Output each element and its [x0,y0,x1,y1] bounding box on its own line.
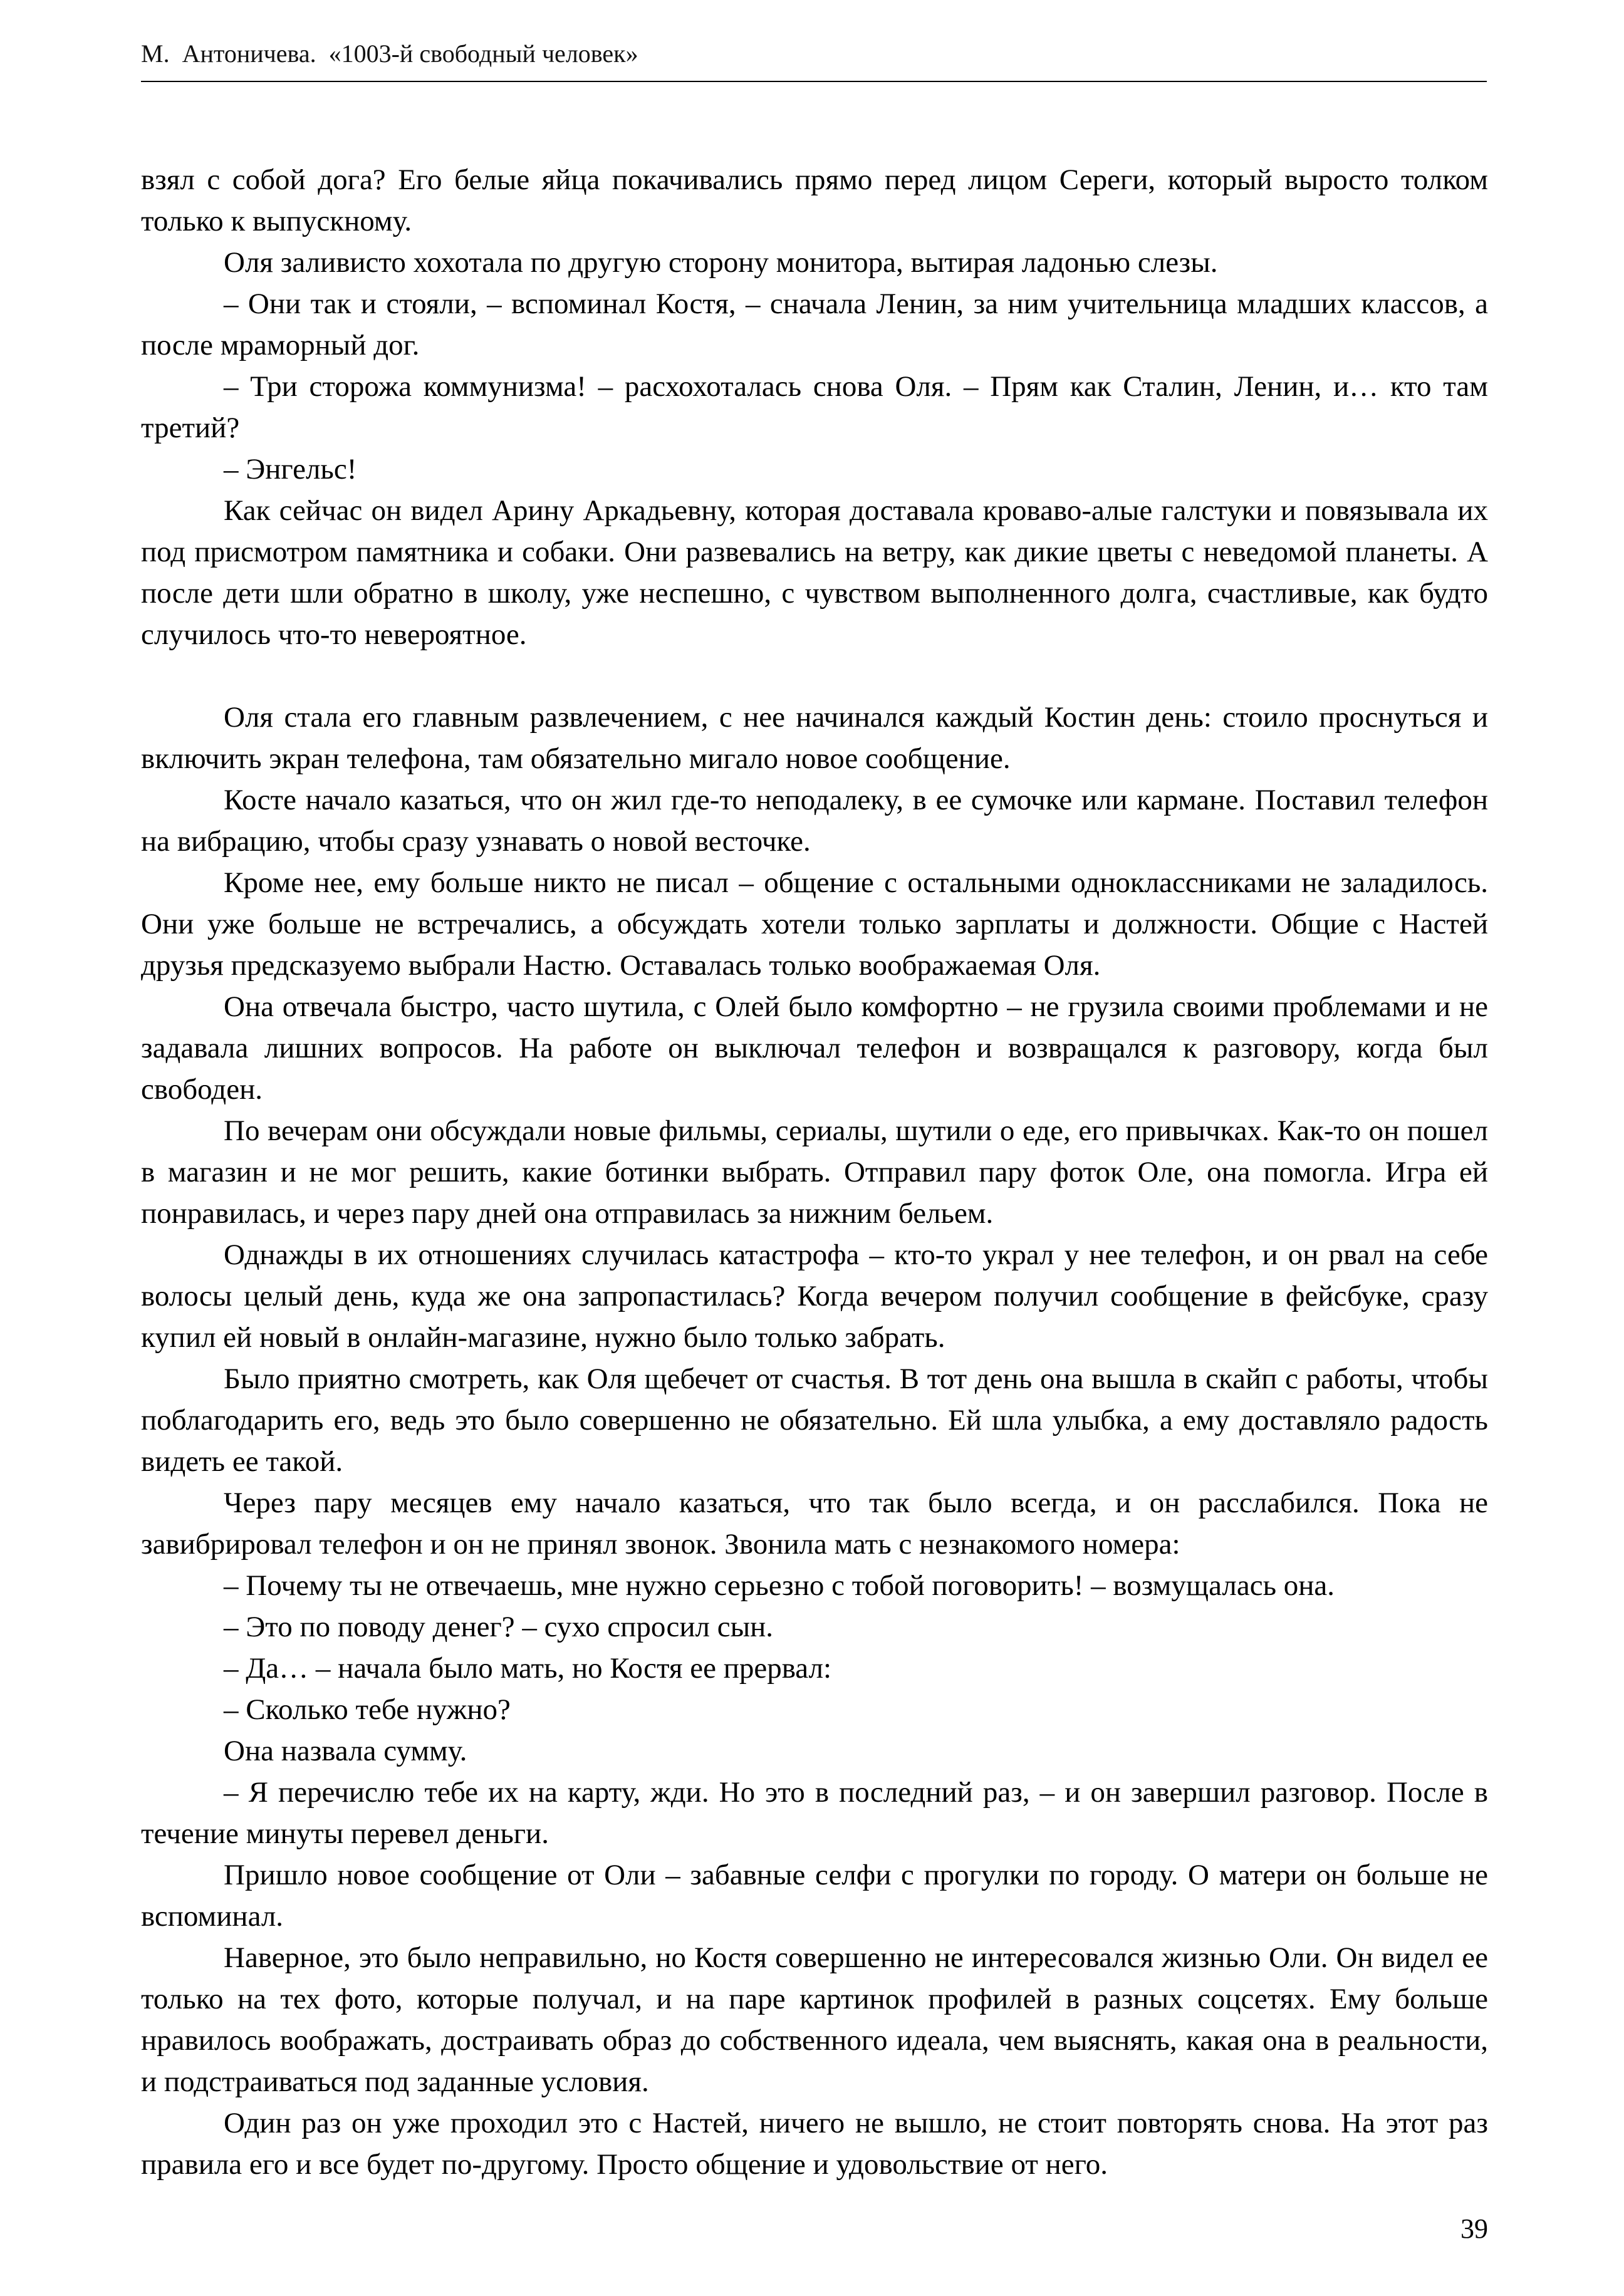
paragraph: Оля стала его главным развлечением, с нее начинался каждый Костин день: стоило проснуться и включить экран телефона, там обязательно мигало новое сообщение. [141,701,1488,775]
paragraph: Кроме нее, ему больше никто не писал – общение с остальными одноклассниками не заладилось. Они уже больше не встречались, а обсуждать хотели только зарплаты и должности. Общие с Настей друзья предсказуемо выбрали Настю. Оставалась только воображаемая Оля. [141,866,1488,982]
dialogue-line: – Почему ты не отвечаешь, мне нужно серьезно с тобой поговорить! – возмущалась она. [224,1569,1335,1602]
paragraph: По вечерам они обсуждали новые фильмы, сериалы, шутили о еде, его привычках. Как-то он пошел в магазин и не мог решить, какие ботинки выбрать. Отправил пару фоток Оле, она помогла. Игра ей понравилась, и через пару дней она отправилась за нижним бельем. [141,1114,1488,1230]
paragraph: Она отвечала быстро, часто шутила, с Олей было комфортно – не грузила своими проблемами и не задавала лишних вопросов. На работе он выключал телефон и возвращался к разговору, когда был свободен. [141,990,1488,1106]
paragraph: Она назвала сумму. [224,1735,467,1767]
paragraph: Один раз он уже проходил это с Настей, ничего не вышло, не стоит повторять снова. На этот раз правила его и все будет по-другому. Просто общение и удовольствие от него. [141,2107,1488,2181]
dialogue-line: – Да… – начала было мать, но Костя ее прервал: [224,1652,832,1685]
header-rule [141,81,1487,82]
paragraph: Косте начало казаться, что он жил где-то неподалеку, в ее сумочке или кармане. Поставил телефон на вибрацию, чтобы сразу узнавать о новой весточке. [141,784,1488,858]
running-header: М. Антоничева. «1003-й свободный человек» [141,39,638,68]
page-number: 39 [1460,2213,1488,2244]
paragraph: Пришло новое сообщение от Оли – забавные селфи с прогулки по городу. О матери он больше не вспоминал. [141,1859,1488,1933]
dialogue-line: – Они так и стояли, – вспоминал Костя, – сначала Ленин, за ним учительница младших классов, а после мраморный дог. [141,288,1488,361]
body-text [141,159,1488,2185]
paragraph: Как сейчас он видел Арину Аркадьевну, которая доставала кроваво-алые галстуки и повязывала их под присмотром памятника и собаки. Они развевались на ветру, как дикие цветы с неведомой планеты. А после дети шли обратно в школу, уже неспешно, с чувством выполненного долга, счастливые, как будто случилось что-то невероятное. [141,494,1488,651]
dialogue-line: – Это по поводу денег? – сухо спросил сын. [224,1611,774,1643]
paragraph: Однажды в их отношениях случилась катастрофа – кто-то украл у нее телефон, и он рвал на себе волосы целый день, куда же она запропастилась? Когда вечером получил сообщение в фейсбуке, сразу купил ей новый в онлайн-магазине, нужно было только забрать. [141,1239,1488,1354]
paragraph: Через пару месяцев ему начало казаться, что так было всегда, и он расслабился. Пока не завибрировал телефон и он не принял звонок. Звонила мать с незнакомого номера: [141,1487,1488,1561]
dialogue-line: – Я перечислю тебе их на карту, жди. Но это в последний раз, – и он завершил разговор. После в течение минуты перевел деньги. [141,1776,1488,1850]
dialogue-line: – Три сторожа коммунизма! – расхохоталась снова Оля. – Прям как Сталин, Ленин, и… кто там третий? [141,370,1488,444]
dialogue-line: – Сколько тебе нужно? [224,1693,511,1726]
paragraph: Наверное, это было неправильно, но Костя совершенно не интересовался жизнью Оли. Он видел ее только на тех фото, которые получал, и на паре картинок профилей в разных соцсетях. Ему больше нравилось воображать, достраивать образ до собственного идеала, чем выяснять, какая она в реальности, и подстраиваться под заданные условия. [141,1941,1488,2098]
paragraph: взял с собой дога? Его белые яйца покачивались прямо перед лицом Сереги, который выросто толком только к выпускному. [141,164,1488,237]
paragraph: Оля заливисто хохотала по другую сторону монитора, вытирая ладонью слезы. [224,246,1218,279]
section-break [141,655,1488,697]
dialogue-line: – Энгельс! [224,453,357,486]
paragraph: Было приятно смотреть, как Оля щебечет от счастья. В тот день она вышла в скайп с работы, чтобы поблагодарить его, ведь это было совершенно не обязательно. Ей шла улыбка, а ему доставляло радость видеть ее такой. [141,1363,1488,1478]
